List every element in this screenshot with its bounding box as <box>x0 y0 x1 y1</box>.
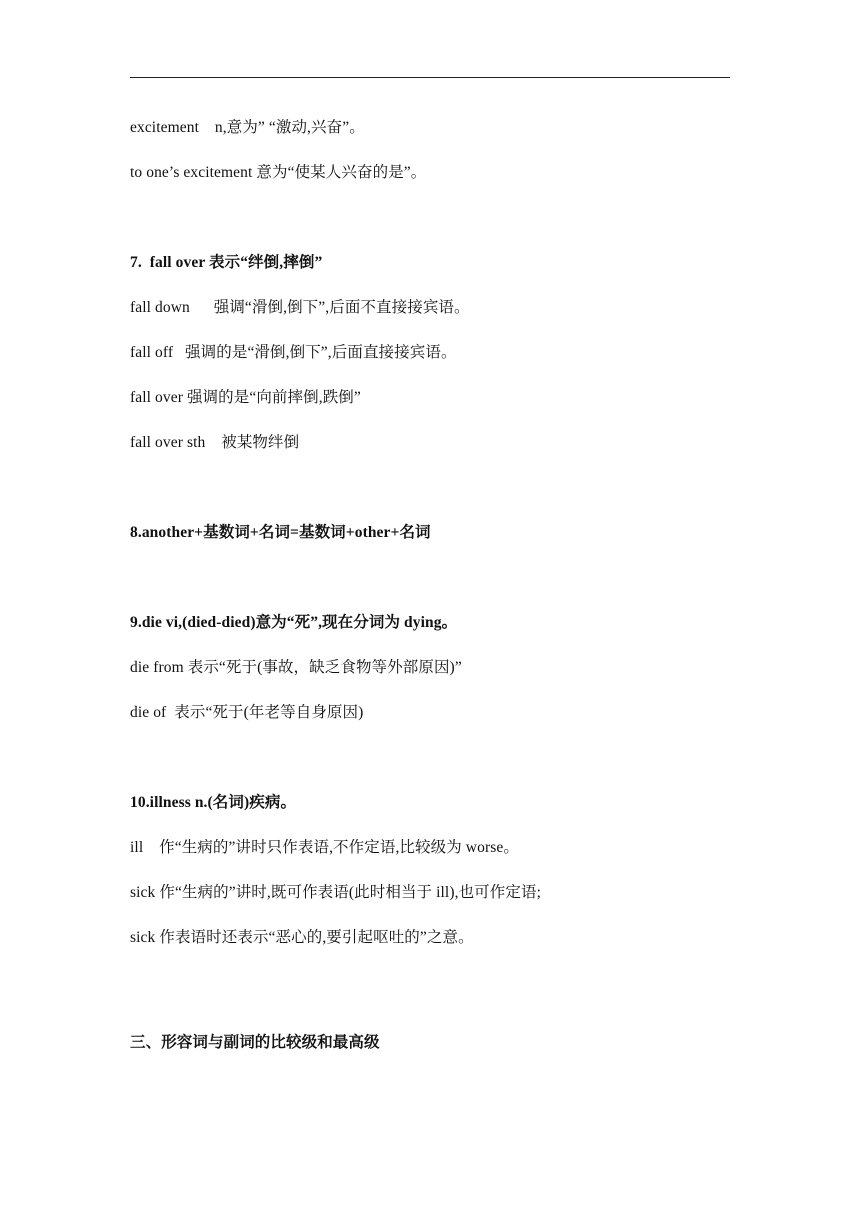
heading-die: 9.die vi,(died-died)意为“死”,现在分词为 dying。 <box>130 614 458 631</box>
heading-fall-over: 7. fall over 表示“绊倒,摔倒” <box>130 254 323 271</box>
text-line-die-from: die from 表示“死于(事故，缺乏食物等外部原因)” <box>130 659 462 676</box>
section-heading-comparatives: 三、形容词与副词的比较级和最高级 <box>130 1034 380 1051</box>
text-line-ill: ill 作“生病的”讲时只作表语,不作定语,比较级为 worse。 <box>130 839 519 856</box>
text-line-to-ones-excitement: to one’s excitement 意为“使某人兴奋的是”。 <box>130 164 427 181</box>
header-rule <box>130 77 730 78</box>
heading-illness: 10.illness n.(名词)疾病。 <box>130 794 297 811</box>
text-line-sick: sick 作“生病的”讲时,既可作表语(此时相当于 ill),也可作定语; <box>130 884 541 901</box>
text-line-sick-predicative: sick 作表语时还表示“恶心的,要引起呕吐的”之意。 <box>130 929 474 946</box>
text-line-fall-down: fall down 强调“滑倒,倒下”,后面不直接接宾语。 <box>130 299 470 316</box>
text-line-fall-over-sth: fall over sth 被某物绊倒 <box>130 434 300 451</box>
text-line-die-of: die of 表示“死于(年老等自身原因) <box>130 704 364 721</box>
heading-another: 8.another+基数词+名词=基数词+other+名词 <box>130 524 431 541</box>
text-line-excitement: excitement n,意为” “激动,兴奋”。 <box>130 119 365 136</box>
text-line-fall-over: fall over 强调的是“向前摔倒,跌倒” <box>130 389 361 406</box>
text-line-fall-off: fall off 强调的是“滑倒,倒下”,后面直接接宾语。 <box>130 344 457 361</box>
